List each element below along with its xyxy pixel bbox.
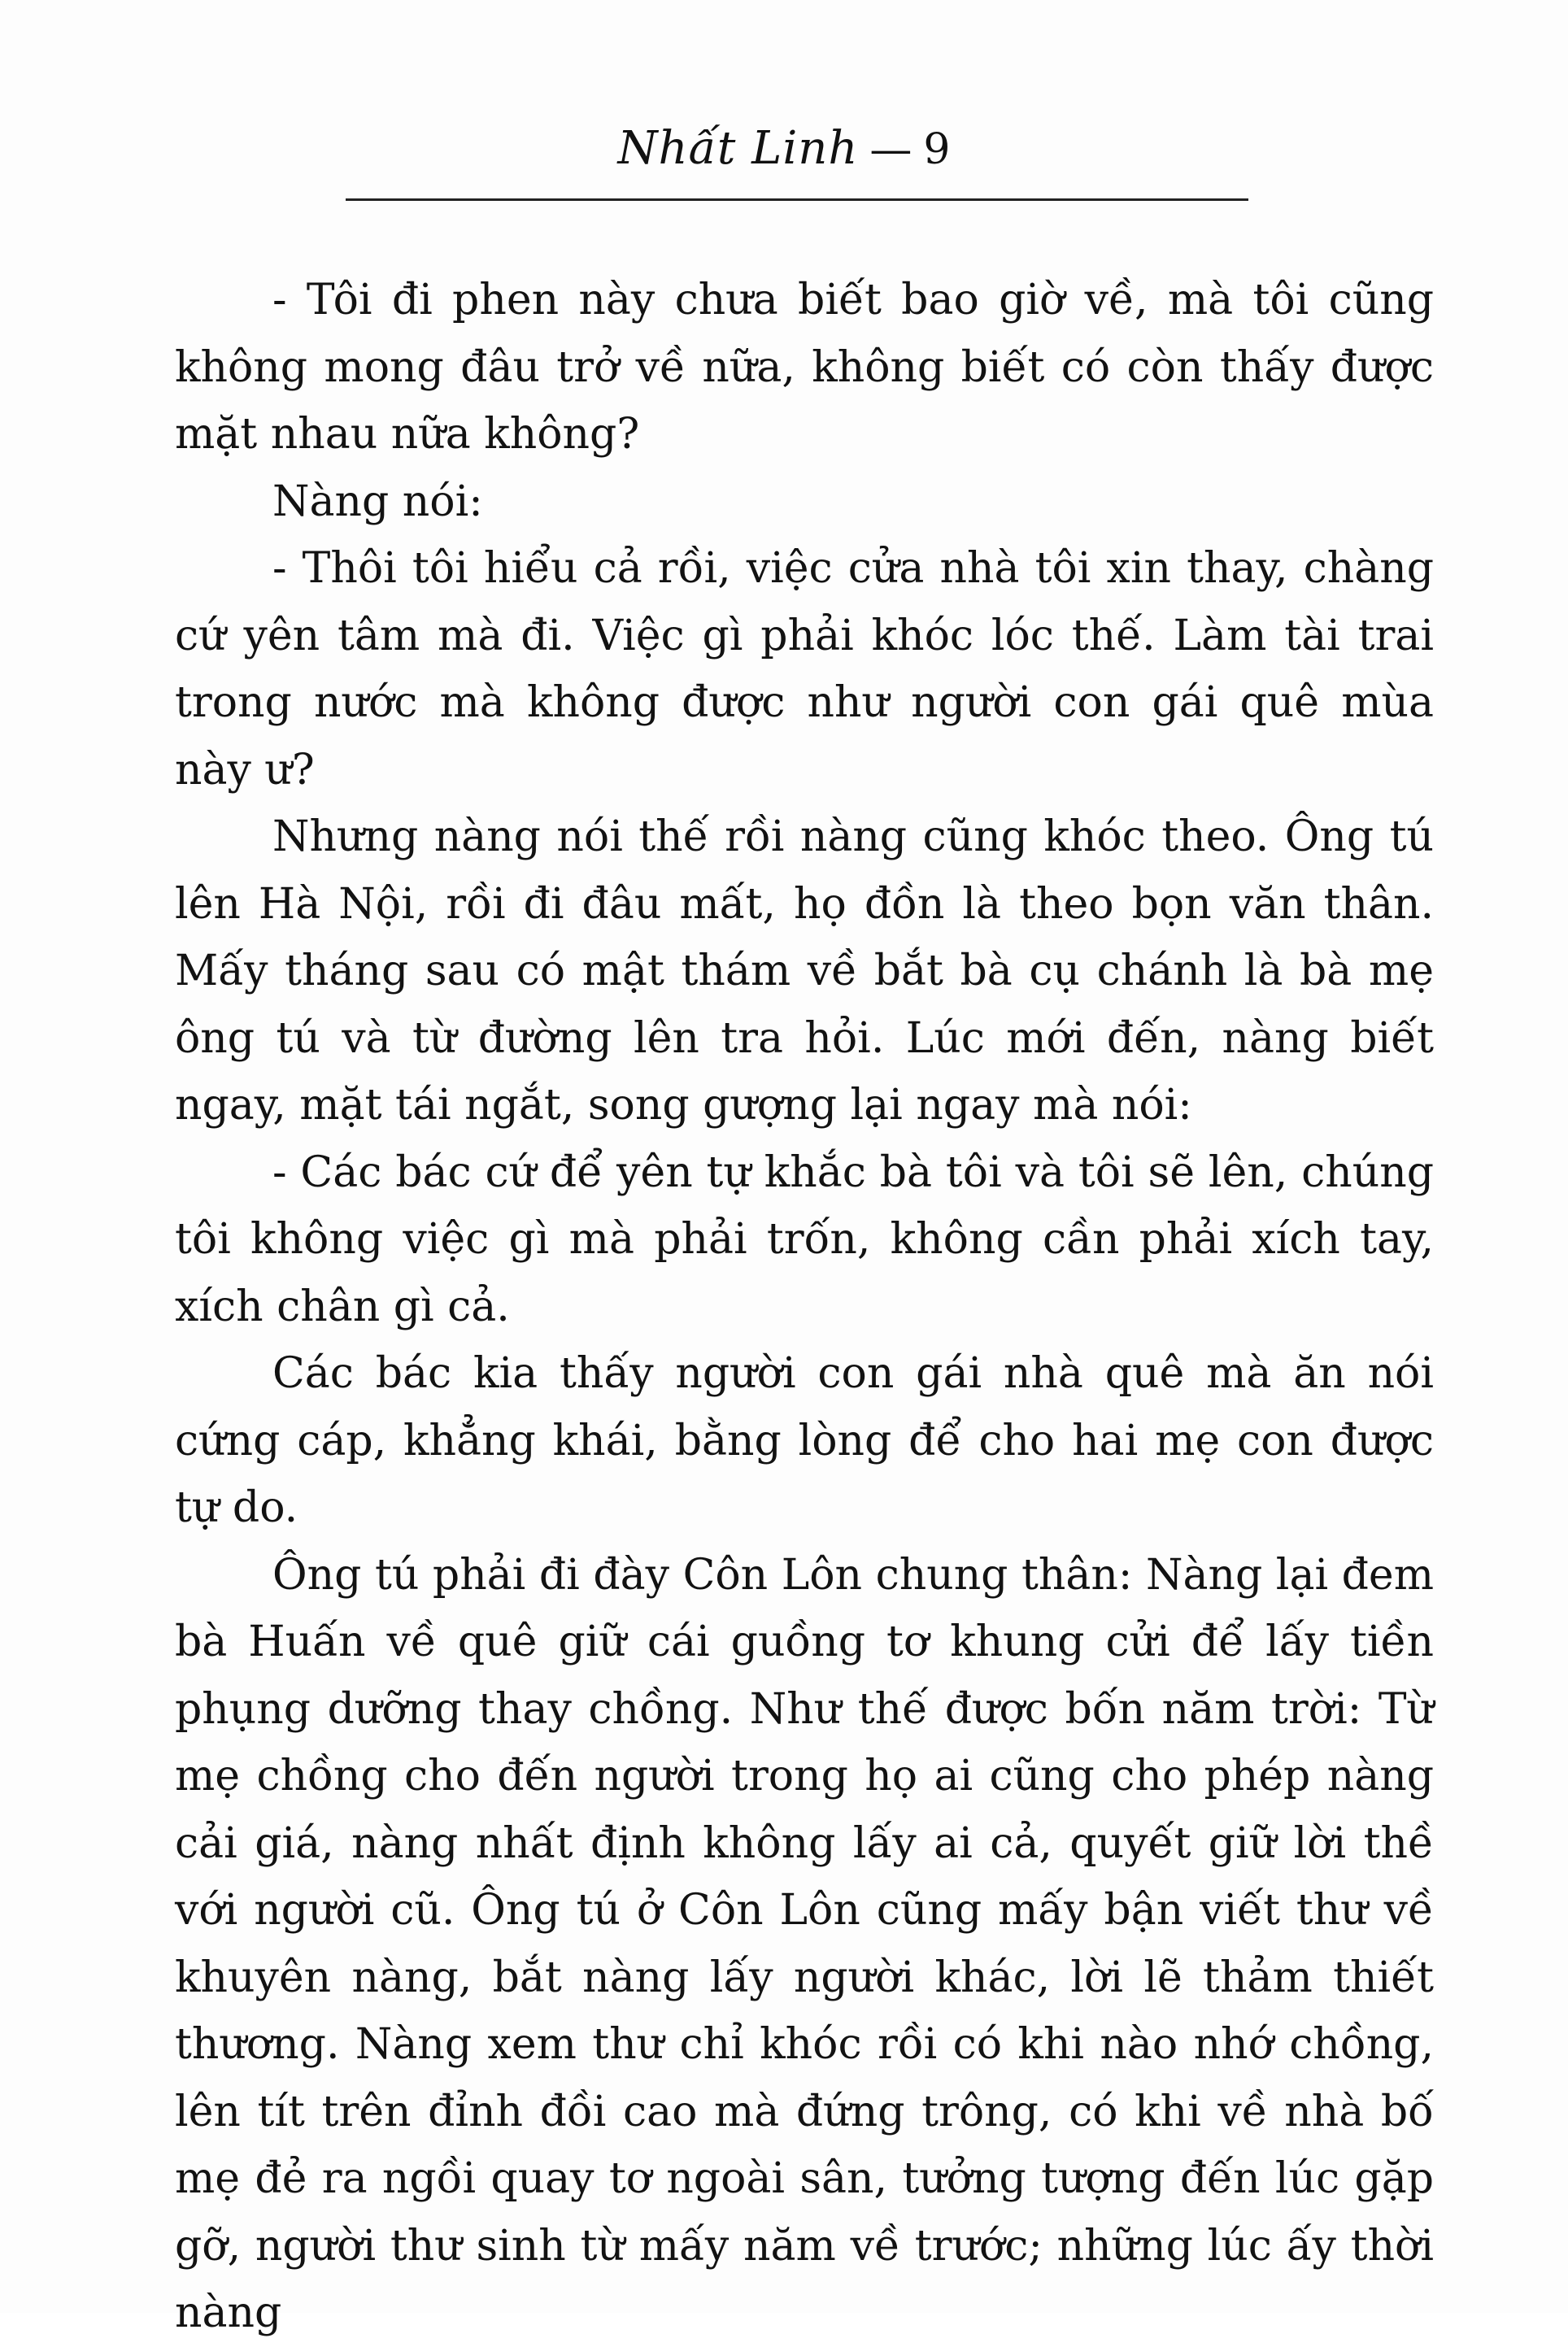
paragraph: - Tôi đi phen này chưa biết bao giờ về, mà tôi cũng không mong đâu trở về nữa, không biết có còn thấy được mặt nhau nữa không? bbox=[175, 276, 1434, 459]
running-header bbox=[0, 122, 1568, 175]
paragraph: Ông tú phải đi đày Côn Lôn chung thân: Nàng lại đem bà Huấn về quê giữ cái guồng tơ khung cửi để lấy tiền phụng dưỡng thay chồng. Như thế được bốn năm trời: Từ mẹ chồng cho đến người trong họ ai cũng cho phép nàng cải giá, nàng nhất định không lấy ai cả, quyết giữ lời thề với người cũ. Ông tú ở Côn Lôn cũng mấy bận viết thư về khuyên nàng, bắt nàng lấy người khác, lời lẽ thảm thiết thương. Nàng xem thư chỉ khóc rồi có khi nào nhớ chồng, lên tít trên đỉnh đồi cao mà đứng trông, có khi về nhà bố mẹ đẻ ra ngồi quay tơ ngoài sân, tưởng tượng đến lúc gặp gỡ, người thư sinh từ mấy năm về trước; những lúc ấy thời nàng bbox=[175, 1550, 1434, 2337]
paragraph: Nhưng nàng nói thế rồi nàng cũng khóc theo. Ông tú lên Hà Nội, rồi đi đâu mất, họ đồn là theo bọn văn thân. Mấy tháng sau có mật thám về bắt bà cụ chánh là bà mẹ ông tú và từ đường lên tra hỏi. Lúc mới đến, nàng biết ngay, mặt tái ngắt, song gượng lại ngay mà nói: bbox=[175, 812, 1434, 1130]
paragraph: Các bác kia thấy người con gái nhà quê mà ăn nói cứng cáp, khẳng khái, bằng lòng để cho hai mẹ con được tự do. bbox=[175, 1349, 1434, 1532]
page-body bbox=[175, 267, 1434, 2347]
paragraph: Nàng nói: bbox=[272, 477, 483, 526]
paragraph: - Các bác cứ để yên tự khắc bà tôi và tôi sẽ lên, chúng tôi không việc gì mà phải trốn, không cần phải xích tay, xích chân gì cả. bbox=[175, 1147, 1434, 1331]
header-separator: — bbox=[869, 125, 912, 174]
page-number: 9 bbox=[923, 125, 951, 174]
book-author-title: Nhất Linh bbox=[617, 122, 859, 175]
paragraph: - Thôi tôi hiểu cả rồi, việc cửa nhà tôi xin thay, chàng cứ yên tâm mà đi. Việc gì phải khóc lóc thế. Làm tài trai trong nước mà không được như người con gái quê mùa này ư? bbox=[175, 544, 1434, 795]
header-rule bbox=[346, 198, 1248, 201]
